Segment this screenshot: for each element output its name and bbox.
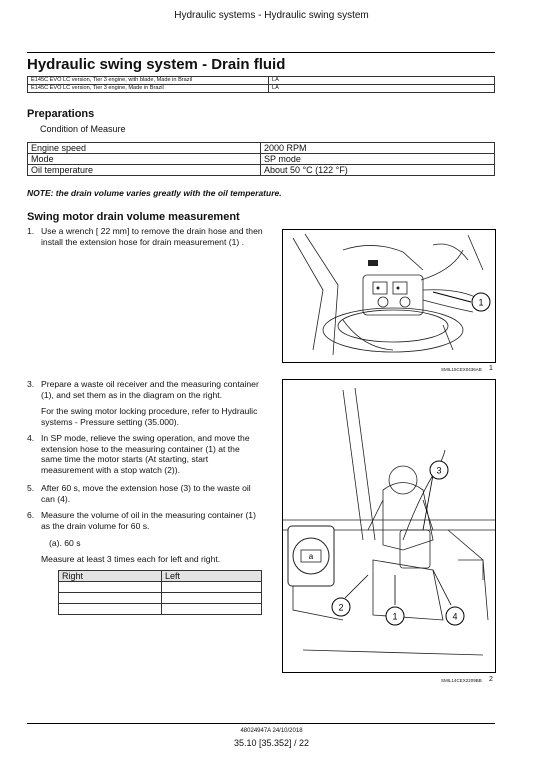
footer-doc-ref: 48024947A 24/10/2018	[240, 728, 303, 734]
step-3	[27, 379, 263, 400]
results-cell	[162, 604, 262, 615]
version-region: LA	[269, 77, 495, 85]
figure-1	[282, 229, 496, 363]
callout-label: a	[308, 552, 314, 561]
preparations-heading: Preparations	[27, 108, 95, 120]
title-rule	[27, 52, 495, 53]
figure-2	[282, 379, 496, 673]
step-number: 6.	[27, 510, 35, 520]
results-cell	[162, 582, 262, 593]
figure-2-number: 2	[489, 676, 493, 683]
condition-value: About 50 °C (122 °F)	[261, 165, 495, 176]
step-6-duration: (a). 60 s	[49, 538, 81, 548]
temperature-note: NOTE: the drain volume varies greatly with the oil temperature.	[27, 188, 282, 198]
condition-label: Engine speed	[28, 143, 261, 154]
version-region: LA	[269, 85, 495, 93]
step-text: Use a wrench [ 22 mm] to remove the drain hose and then install the extension hose for drain measurement (1) .	[41, 226, 263, 247]
condition-value: 2000 RPM	[261, 143, 495, 154]
results-column-header: Left	[162, 571, 262, 582]
condition-heading: Condition of Measure	[40, 124, 126, 134]
callout-leader	[345, 575, 368, 598]
step-6-instruction: Measure at least 3 times each for left and right.	[41, 554, 221, 564]
results-row	[59, 593, 262, 604]
version-row	[28, 77, 495, 85]
version-table	[27, 76, 495, 93]
results-cell	[162, 593, 262, 604]
callout-label: 2	[338, 602, 344, 613]
results-row	[59, 604, 262, 615]
figure-1-code: SMIL15CEX0436AB	[441, 367, 482, 372]
results-header-row	[59, 571, 262, 582]
step-text: After 60 s, move the extension hose (3) to the waste oil can (4).	[41, 483, 251, 504]
drain-measurement-illustration	[283, 380, 495, 672]
callout-leader	[433, 570, 451, 605]
step-text: Measure the volume of oil in the measuring container (1) as the drain volume for 60 s.	[41, 510, 256, 531]
step-6	[27, 510, 263, 531]
version-model: E145C EVO LC version, Tier 3 engine, with blade, Made in Brazil	[28, 77, 269, 85]
results-cell	[59, 593, 162, 604]
version-row	[28, 85, 495, 93]
condition-row	[28, 154, 495, 165]
callout-label: 1	[392, 611, 398, 622]
results-table	[58, 570, 262, 615]
condition-table	[27, 142, 495, 176]
step-number: 5.	[27, 483, 35, 493]
step-5	[27, 483, 263, 504]
step-text: Prepare a waste oil receiver and the measuring container (1), and set them as in the diagram on the right.	[41, 379, 259, 400]
figure-2-code: SMIL14CEX2209BB	[441, 678, 482, 683]
figure-1-number: 1	[489, 365, 493, 372]
results-cell	[59, 604, 162, 615]
swing-motor-illustration	[283, 230, 495, 362]
step-4	[27, 433, 263, 475]
footer-rule	[27, 723, 495, 724]
step-text: In SP mode, relieve the swing operation, and move the extension hose to the measuring container (1) at the same time the motor starts (At starting, start measurement with a stop watch (2)).	[41, 433, 250, 475]
condition-label: Mode	[28, 154, 261, 165]
page-title: Hydraulic swing system - Drain fluid	[27, 56, 286, 73]
results-row	[59, 582, 262, 593]
condition-value: SP mode	[261, 154, 495, 165]
footer-page-ref: 35.10 [35.352] / 22	[233, 738, 310, 748]
callout-label: 1	[478, 297, 484, 308]
condition-label: Oil temperature	[28, 165, 261, 176]
running-header: Hydraulic systems - Hydraulic swing system	[174, 10, 369, 21]
condition-row	[28, 165, 495, 176]
version-model: E145C EVO LC version, Tier 3 engine, Made in Brazil	[28, 85, 269, 93]
callout-label: 4	[452, 611, 458, 622]
step-number: 3.	[27, 379, 35, 389]
results-cell	[59, 582, 162, 593]
procedure-heading: Swing motor drain volume measurement	[27, 211, 240, 223]
step-3-reference	[27, 406, 263, 427]
step-number: 4.	[27, 433, 35, 443]
step-number: 1.	[27, 226, 35, 236]
results-column-header: Right	[59, 571, 162, 582]
callout-label: 3	[436, 465, 442, 476]
step-text: For the swing motor locking procedure, refer to Hydraulic systems - Pressure setting (35.000).	[41, 406, 258, 427]
condition-row	[28, 143, 495, 154]
step-1	[27, 226, 263, 247]
